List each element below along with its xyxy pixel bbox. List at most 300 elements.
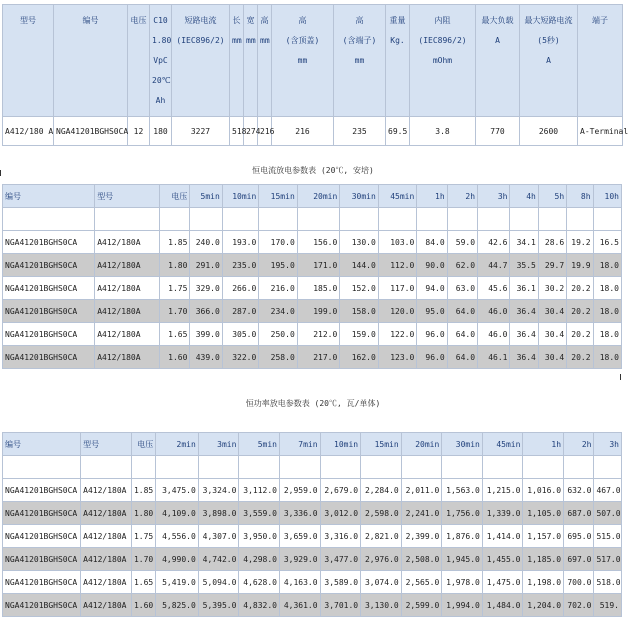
power-data-cell: 702.0 — [564, 594, 594, 617]
spec-header-cell: 最大负载 A — [476, 5, 520, 117]
current-blank-cell — [160, 208, 190, 231]
power-data-cell: 2,508.0 — [401, 548, 442, 571]
spec-header-cell: 长 mm — [230, 5, 244, 117]
current-data-cell: 216.0 — [259, 277, 297, 300]
power-data-cell: NGA41201BGHS0CA — [3, 479, 81, 502]
power-data-cell: 2,565.0 — [401, 571, 442, 594]
spec-value-cell: A-Terminal — [578, 117, 623, 146]
table-row — [3, 254, 622, 277]
power-data-cell: 2,599.0 — [401, 594, 442, 617]
power-data-cell: 1,105.0 — [523, 502, 564, 525]
power-data-cell: 1,475.0 — [482, 571, 523, 594]
power-data-cell: 4,163.0 — [279, 571, 320, 594]
table-row — [3, 525, 622, 548]
spec-value-cell: 3227 — [172, 117, 230, 146]
current-header-cell: 1h — [417, 185, 447, 208]
current-blank-cell — [417, 208, 447, 231]
power-data-cell: 1,978.0 — [442, 571, 483, 594]
current-data-cell: 90.0 — [417, 254, 447, 277]
current-data-cell: A412/180A — [95, 254, 160, 277]
power-data-cell: 1,484.0 — [482, 594, 523, 617]
current-data-cell: A412/180A — [95, 323, 160, 346]
current-header-cell: 30min — [340, 185, 378, 208]
current-data-cell: NGA41201BGHS0CA — [3, 254, 95, 277]
current-blank-cell — [259, 208, 297, 231]
current-blank-cell — [222, 208, 258, 231]
table-row — [3, 346, 622, 369]
current-data-cell: 266.0 — [222, 277, 258, 300]
power-data-cell: 1.60 — [131, 594, 155, 617]
current-data-cell: 46.0 — [478, 323, 510, 346]
power-header-cell: 5min — [239, 433, 280, 456]
current-data-cell: 44.7 — [478, 254, 510, 277]
current-data-cell: 46.1 — [478, 346, 510, 369]
power-data-cell: 507.0 — [594, 502, 622, 525]
power-data-cell: 4,298.0 — [239, 548, 280, 571]
current-data-cell: 103.0 — [378, 231, 416, 254]
current-data-cell: 158.0 — [340, 300, 378, 323]
current-data-cell: 36.1 — [510, 277, 538, 300]
spec-value-cell: A412/180 A — [3, 117, 54, 146]
power-data-cell: 5,094.0 — [198, 571, 239, 594]
current-data-cell: 30.4 — [538, 346, 566, 369]
power-data-cell: 2,679.0 — [320, 479, 361, 502]
power-data-cell: 1,157.0 — [523, 525, 564, 548]
power-data-cell: 1,455.0 — [482, 548, 523, 571]
table-row — [3, 277, 622, 300]
spec-header-cell: 电压 — [128, 5, 150, 117]
power-data-cell: A412/180A — [81, 479, 132, 502]
spec-value-cell: 216 — [272, 117, 334, 146]
power-data-cell: A412/180A — [81, 571, 132, 594]
spec-value-cell: 69.5 — [386, 117, 410, 146]
power-data-cell: 5,395.0 — [198, 594, 239, 617]
power-data-cell: 2,241.0 — [401, 502, 442, 525]
current-header-cell: 4h — [510, 185, 538, 208]
current-data-cell: 1.75 — [160, 277, 190, 300]
spec-header-cell: 高 (含端子) mm — [334, 5, 386, 117]
power-data-cell: 2,011.0 — [401, 479, 442, 502]
spec-value-cell: 770 — [476, 117, 520, 146]
power-data-cell: 2,598.0 — [361, 502, 402, 525]
current-data-cell: 170.0 — [259, 231, 297, 254]
spec-header-cell: 短路电流 (IEC896/2) — [172, 5, 230, 117]
spec-header-cell: 型号 — [3, 5, 54, 117]
spec-value-cell: 12 — [128, 117, 150, 146]
current-data-cell: 199.0 — [297, 300, 340, 323]
power-data-cell: 2,976.0 — [361, 548, 402, 571]
current-data-cell: 19.9 — [567, 254, 593, 277]
power-data-cell: 1,016.0 — [523, 479, 564, 502]
power-data-cell: 3,130.0 — [361, 594, 402, 617]
current-header-cell: 2h — [447, 185, 477, 208]
current-data-cell: 46.0 — [478, 300, 510, 323]
power-data-cell: 1.65 — [131, 571, 155, 594]
current-data-cell: 159.0 — [340, 323, 378, 346]
power-data-cell: A412/180A — [81, 548, 132, 571]
power-blank-row — [3, 456, 622, 479]
power-data-cell: 5,419.0 — [156, 571, 199, 594]
current-data-cell: 16.5 — [593, 231, 621, 254]
power-data-cell: 4,109.0 — [156, 502, 199, 525]
current-data-cell: 20.2 — [567, 300, 593, 323]
current-data-cell: 1.60 — [160, 346, 190, 369]
power-data-cell: NGA41201BGHS0CA — [3, 571, 81, 594]
spec-header-cell: 高 (含顶盖) mm — [272, 5, 334, 117]
current-blank-cell — [447, 208, 477, 231]
power-data-cell: 1.80 — [131, 502, 155, 525]
table-row — [3, 323, 622, 346]
spec-header-cell: C10 1.80 VpC 20℃ Ah — [150, 5, 172, 117]
spec-header-cell: 编号 — [54, 5, 128, 117]
current-data-cell: 399.0 — [190, 323, 222, 346]
power-blank-cell — [131, 456, 155, 479]
power-data-cell: 1,756.0 — [442, 502, 483, 525]
spec-header-cell: 最大短路电流 (5秒) A — [520, 5, 578, 117]
power-data-cell: 3,701.0 — [320, 594, 361, 617]
power-header-cell: 30min — [442, 433, 483, 456]
spec-value-cell: 518 — [230, 117, 244, 146]
current-blank-cell — [3, 208, 95, 231]
current-data-cell: 42.6 — [478, 231, 510, 254]
power-header-cell: 编号 — [3, 433, 81, 456]
power-data-cell: 4,307.0 — [198, 525, 239, 548]
current-data-cell: 18.0 — [593, 323, 621, 346]
power-data-cell: 1.85 — [131, 479, 155, 502]
current-data-cell: 162.0 — [340, 346, 378, 369]
current-header-cell: 3h — [478, 185, 510, 208]
power-data-cell: 1.70 — [131, 548, 155, 571]
power-data-cell: 3,477.0 — [320, 548, 361, 571]
current-data-cell: 217.0 — [297, 346, 340, 369]
current-data-cell: 112.0 — [378, 254, 416, 277]
table-row — [3, 300, 622, 323]
current-blank-cell — [510, 208, 538, 231]
power-blank-cell — [564, 456, 594, 479]
current-blank-cell — [567, 208, 593, 231]
power-blank-cell — [81, 456, 132, 479]
current-data-cell: 212.0 — [297, 323, 340, 346]
spec-value-cell: 274 — [244, 117, 258, 146]
spec-value-cell: 180 — [150, 117, 172, 146]
table-row — [3, 231, 622, 254]
current-header-cell: 10h — [593, 185, 621, 208]
power-data-cell: 3,589.0 — [320, 571, 361, 594]
current-data-cell: NGA41201BGHS0CA — [3, 346, 95, 369]
current-blank-cell — [593, 208, 621, 231]
current-header-cell: 45min — [378, 185, 416, 208]
current-data-cell: 171.0 — [297, 254, 340, 277]
spec-table — [2, 4, 628, 146]
power-data-cell: 3,316.0 — [320, 525, 361, 548]
power-data-cell: 1,994.0 — [442, 594, 483, 617]
power-data-cell: 4,832.0 — [239, 594, 280, 617]
spec-value-cell: 216 — [258, 117, 272, 146]
power-data-cell: 3,475.0 — [156, 479, 199, 502]
power-data-cell: 3,898.0 — [198, 502, 239, 525]
power-data-cell: 1,563.0 — [442, 479, 483, 502]
current-data-cell: NGA41201BGHS0CA — [3, 277, 95, 300]
current-data-cell: 18.0 — [593, 254, 621, 277]
power-blank-cell — [401, 456, 442, 479]
current-data-cell: 20.2 — [567, 346, 593, 369]
power-data-cell: A412/180A — [81, 502, 132, 525]
current-data-cell: 258.0 — [259, 346, 297, 369]
current-data-cell: 1.85 — [160, 231, 190, 254]
current-data-cell: 64.0 — [447, 323, 477, 346]
power-data-cell: 515.0 — [594, 525, 622, 548]
current-data-cell: 193.0 — [222, 231, 258, 254]
current-header-cell: 编号 — [3, 185, 95, 208]
power-header-cell: 7min — [279, 433, 320, 456]
spec-header-cell: 高 mm — [258, 5, 272, 117]
power-data-cell: 1,185.0 — [523, 548, 564, 571]
power-data-cell: 1,414.0 — [482, 525, 523, 548]
current-data-cell: 130.0 — [340, 231, 378, 254]
current-header-cell: 15min — [259, 185, 297, 208]
power-blank-cell — [279, 456, 320, 479]
current-table-title: 恒电流放电参数表 (20℃, 安培) — [252, 166, 374, 175]
power-data-cell: 4,990.0 — [156, 548, 199, 571]
power-data-cell: 1,876.0 — [442, 525, 483, 548]
current-data-cell: 1.65 — [160, 323, 190, 346]
power-blank-cell — [320, 456, 361, 479]
power-data-cell: 4,628.0 — [239, 571, 280, 594]
current-data-cell: 62.0 — [447, 254, 477, 277]
power-data-cell: 519. — [594, 594, 622, 617]
current-data-cell: 152.0 — [340, 277, 378, 300]
power-data-cell: 3,950.0 — [239, 525, 280, 548]
current-data-cell: 366.0 — [190, 300, 222, 323]
current-data-cell: 30.2 — [538, 277, 566, 300]
power-data-cell: 517.0 — [594, 548, 622, 571]
current-header-cell: 8h — [567, 185, 593, 208]
current-data-cell: 240.0 — [190, 231, 222, 254]
current-data-cell: 30.4 — [538, 323, 566, 346]
current-header-cell: 5h — [538, 185, 566, 208]
table-row — [3, 502, 622, 525]
power-blank-cell — [156, 456, 199, 479]
current-blank-row — [3, 208, 622, 231]
power-data-cell: 3,112.0 — [239, 479, 280, 502]
power-blank-cell — [3, 456, 81, 479]
power-header-cell: 20min — [401, 433, 442, 456]
power-data-cell: 2,284.0 — [361, 479, 402, 502]
current-data-cell: 96.0 — [417, 346, 447, 369]
current-header-cell: 5min — [190, 185, 222, 208]
power-data-cell: 3,659.0 — [279, 525, 320, 548]
spec-header-cell: 宽 mm — [244, 5, 258, 117]
power-data-cell: 1,215.0 — [482, 479, 523, 502]
power-data-cell: 4,742.0 — [198, 548, 239, 571]
spec-header-row — [3, 5, 623, 117]
power-data-cell: NGA41201BGHS0CA — [3, 548, 81, 571]
current-data-cell: 156.0 — [297, 231, 340, 254]
current-data-cell: A412/180A — [95, 346, 160, 369]
current-data-cell: 18.0 — [593, 346, 621, 369]
power-header-cell: 2min — [156, 433, 199, 456]
current-data-cell: 84.0 — [417, 231, 447, 254]
current-data-cell: 144.0 — [340, 254, 378, 277]
current-blank-cell — [378, 208, 416, 231]
current-data-cell: A412/180A — [95, 277, 160, 300]
current-data-cell: NGA41201BGHS0CA — [3, 231, 95, 254]
power-blank-cell — [361, 456, 402, 479]
current-data-cell: 36.4 — [510, 300, 538, 323]
current-data-cell: 28.6 — [538, 231, 566, 254]
power-data-cell: 1,204.0 — [523, 594, 564, 617]
current-data-cell: 123.0 — [378, 346, 416, 369]
current-data-cell: 305.0 — [222, 323, 258, 346]
spec-value-row — [3, 117, 623, 146]
current-blank-cell — [190, 208, 222, 231]
power-data-cell: 4,361.0 — [279, 594, 320, 617]
current-header-cell: 10min — [222, 185, 258, 208]
current-data-cell: 94.0 — [417, 277, 447, 300]
power-data-cell: 4,556.0 — [156, 525, 199, 548]
power-data-cell: A412/180A — [81, 525, 132, 548]
current-blank-cell — [538, 208, 566, 231]
current-data-cell: 18.0 — [593, 300, 621, 323]
power-data-cell: 695.0 — [564, 525, 594, 548]
current-data-cell: 20.2 — [567, 277, 593, 300]
power-header-cell: 1h — [523, 433, 564, 456]
current-data-cell: 96.0 — [417, 323, 447, 346]
current-data-cell: 234.0 — [259, 300, 297, 323]
spec-header-cell: 重量 Kg. — [386, 5, 410, 117]
power-header-cell: 电压 — [131, 433, 155, 456]
spec-value-cell: NGA41201BGHS0CA — [54, 117, 128, 146]
power-blank-cell — [482, 456, 523, 479]
power-header-cell: 45min — [482, 433, 523, 456]
power-data-cell: 518.0 — [594, 571, 622, 594]
spec-value-cell: 235 — [334, 117, 386, 146]
current-data-cell: 235.0 — [222, 254, 258, 277]
current-data-cell: 19.2 — [567, 231, 593, 254]
current-data-cell: 64.0 — [447, 300, 477, 323]
current-data-cell: A412/180A — [95, 231, 160, 254]
power-header-row — [3, 433, 622, 456]
right-marker — [620, 374, 624, 380]
current-data-cell: NGA41201BGHS0CA — [3, 323, 95, 346]
current-data-cell: 1.80 — [160, 254, 190, 277]
current-data-cell: 117.0 — [378, 277, 416, 300]
table-row — [3, 571, 622, 594]
power-data-cell: 1,945.0 — [442, 548, 483, 571]
power-header-cell: 2h — [564, 433, 594, 456]
current-data-cell: 35.5 — [510, 254, 538, 277]
power-blank-cell — [594, 456, 622, 479]
current-data-cell: 329.0 — [190, 277, 222, 300]
power-data-cell: 1,339.0 — [482, 502, 523, 525]
power-table — [2, 432, 622, 617]
table-row — [3, 479, 622, 502]
power-blank-cell — [442, 456, 483, 479]
power-data-cell: 1,198.0 — [523, 571, 564, 594]
current-data-cell: 30.4 — [538, 300, 566, 323]
power-data-cell: 2,399.0 — [401, 525, 442, 548]
current-data-cell: 18.0 — [593, 277, 621, 300]
current-blank-cell — [95, 208, 160, 231]
current-header-cell: 20min — [297, 185, 340, 208]
current-header-cell: 型号 — [95, 185, 160, 208]
power-data-cell: 697.0 — [564, 548, 594, 571]
current-blank-cell — [297, 208, 340, 231]
current-data-cell: 195.0 — [259, 254, 297, 277]
power-data-cell: NGA41201BGHS0CA — [3, 502, 81, 525]
current-data-cell: NGA41201BGHS0CA — [3, 300, 95, 323]
current-table — [2, 184, 622, 369]
spec-header-cell: 内阻 (IEC896/2) mOhm — [410, 5, 476, 117]
current-data-cell: 185.0 — [297, 277, 340, 300]
power-data-cell: 2,959.0 — [279, 479, 320, 502]
spec-value-cell: 2600 — [520, 117, 578, 146]
spec-value-cell: 3.8 — [410, 117, 476, 146]
power-data-cell: 2,821.0 — [361, 525, 402, 548]
current-data-cell: 36.4 — [510, 323, 538, 346]
power-data-cell: NGA41201BGHS0CA — [3, 594, 81, 617]
table-row — [3, 548, 622, 571]
current-data-cell: 322.0 — [222, 346, 258, 369]
power-header-cell: 3h — [594, 433, 622, 456]
current-header-cell: 电压 — [160, 185, 190, 208]
current-data-cell: 120.0 — [378, 300, 416, 323]
current-data-cell: 291.0 — [190, 254, 222, 277]
power-data-cell: 632.0 — [564, 479, 594, 502]
current-data-cell: A412/180A — [95, 300, 160, 323]
power-data-cell: 1.75 — [131, 525, 155, 548]
power-data-cell: 467.0 — [594, 479, 622, 502]
power-header-cell: 15min — [361, 433, 402, 456]
power-data-cell: 3,559.0 — [239, 502, 280, 525]
current-data-cell: 95.0 — [417, 300, 447, 323]
power-data-cell: 700.0 — [564, 571, 594, 594]
current-data-cell: 59.0 — [447, 231, 477, 254]
current-header-row — [3, 185, 622, 208]
current-data-cell: 1.70 — [160, 300, 190, 323]
power-data-cell: 3,336.0 — [279, 502, 320, 525]
power-data-cell: 3,012.0 — [320, 502, 361, 525]
power-blank-cell — [239, 456, 280, 479]
current-blank-cell — [340, 208, 378, 231]
current-data-cell: 20.2 — [567, 323, 593, 346]
current-data-cell: 63.0 — [447, 277, 477, 300]
power-data-cell: NGA41201BGHS0CA — [3, 525, 81, 548]
current-data-cell: 34.1 — [510, 231, 538, 254]
current-data-cell: 122.0 — [378, 323, 416, 346]
power-header-cell: 10min — [320, 433, 361, 456]
left-marker — [0, 170, 4, 176]
power-data-cell: 5,825.0 — [156, 594, 199, 617]
power-blank-cell — [198, 456, 239, 479]
current-data-cell: 439.0 — [190, 346, 222, 369]
current-data-cell: 250.0 — [259, 323, 297, 346]
power-header-cell: 3min — [198, 433, 239, 456]
table-row — [3, 594, 622, 617]
current-data-cell: 287.0 — [222, 300, 258, 323]
power-data-cell: A412/180A — [81, 594, 132, 617]
spec-header-cell: 端子 — [578, 5, 623, 117]
current-blank-cell — [478, 208, 510, 231]
current-data-cell: 45.6 — [478, 277, 510, 300]
power-data-cell: 3,929.0 — [279, 548, 320, 571]
current-data-cell: 29.7 — [538, 254, 566, 277]
power-data-cell: 3,324.0 — [198, 479, 239, 502]
power-data-cell: 3,074.0 — [361, 571, 402, 594]
power-blank-cell — [523, 456, 564, 479]
power-data-cell: 687.0 — [564, 502, 594, 525]
current-data-cell: 36.4 — [510, 346, 538, 369]
